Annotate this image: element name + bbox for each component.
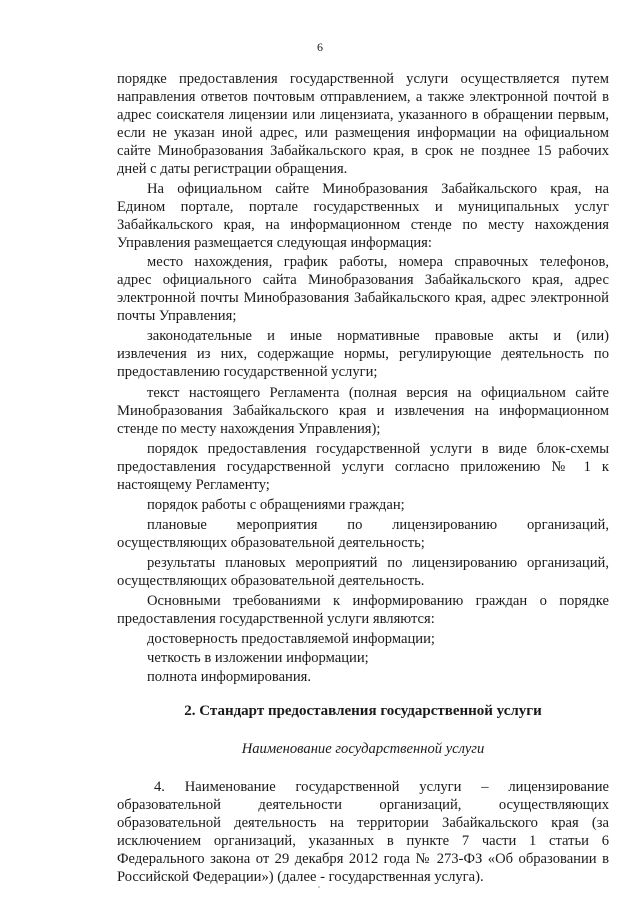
section-heading: 2. Стандарт предоставления государственной услуги [184, 703, 542, 719]
para2-line: Управления размещается следующая информация: [117, 235, 432, 251]
item7-line: осуществляющих образовательной деятельность. [117, 573, 425, 589]
para3-line: предоставления государственной услуги являются: [117, 611, 435, 627]
para1-line: дней с даты регистрации обращения. [117, 161, 348, 177]
para3-line: Основными требованиями к информированию граждан о порядке [147, 593, 609, 609]
item1-line: место нахождения, график работы, номера справочных телефонов, [147, 254, 609, 270]
item2-line: извлечения из них, содержащие нормы, регулирующие деятельность по [117, 346, 609, 362]
requirement-item: достоверность предоставляемой информации; [147, 631, 435, 647]
para2-line: На официальном сайте Минобразования Забайкальского края, на [147, 181, 609, 197]
item1-line: электронной почты Минобразования Забайкальского края, адрес электронной [117, 290, 609, 306]
para4-line: исключением организаций, указанных в пункте 7 части 1 статьи 6 [117, 833, 609, 849]
item6-line: плановые мероприятия по лицензированию организаций, [147, 517, 609, 533]
page-number: 6 [317, 40, 323, 54]
requirement-item: четкость в изложении информации; [147, 650, 369, 666]
item2-line: предоставлению государственной услуги; [117, 364, 378, 380]
para2-line: Забайкальского края, на информационном стенде по месту нахождения [117, 217, 609, 233]
para4-line: 4. Наименование государственной услуги – лицензирование [154, 779, 609, 795]
requirement-item: полнота информирования. [147, 669, 312, 685]
item3-line: Минобразования Забайкальского края и извлечения на информационном [117, 403, 609, 419]
item6-line: осуществляющих образовательной деятельность; [117, 535, 425, 551]
para1-line: порядке предоставления государственной услуги осуществляется путем [117, 71, 609, 87]
para4-line: Федерального закона от 29 декабря 2012 года № 273-ФЗ «Об образовании в [117, 851, 609, 867]
para2-line: Едином портале, портале государственных и муниципальных услуг [117, 199, 609, 215]
item3-line: стенде по месту нахождения Управления); [117, 421, 381, 437]
scan-speck [318, 886, 320, 888]
item3-line: текст настоящего Регламента (полная версия на официальном сайте [147, 385, 609, 401]
item5-line: порядок работы с обращениями граждан; [147, 497, 405, 513]
para4-line: Российской Федерации») (далее - государственная услуга). [117, 869, 484, 885]
item1-line: адрес официального сайта Минобразования Забайкальского края, адрес [117, 272, 609, 288]
item7-line: результаты плановых мероприятий по лицензированию организаций, [147, 555, 609, 571]
para1-line: направления ответов почтовым отправлением, а также электронной почтой в [117, 89, 609, 105]
section-subheading: Наименование государственной услуги [241, 741, 485, 757]
item1-line: почты Управления; [117, 308, 237, 324]
para1-line: если не указан иной адрес, или размещения информации на официальном [117, 125, 609, 141]
para4-line: образовательной деятельности организаций, осуществляющих [117, 797, 609, 813]
para4-line: образовательной деятельность на территории Забайкальского края (за [117, 815, 609, 831]
item4-line: настоящему Регламенту; [117, 477, 270, 493]
item2-line: законодательные и иные нормативные правовые акты и (или) [147, 328, 609, 344]
para1-line: сайте Минобразования Забайкальского края, в срок не позднее 15 рабочих [117, 143, 609, 159]
item4-line: порядок предоставления государственной услуги в виде блок-схемы [147, 441, 609, 457]
item4-line: предоставления государственной услуги согласно приложению № 1 к [117, 459, 609, 475]
para1-line: адрес соискателя лицензии или лицензиата, указанного в обращении первым, [117, 107, 609, 123]
